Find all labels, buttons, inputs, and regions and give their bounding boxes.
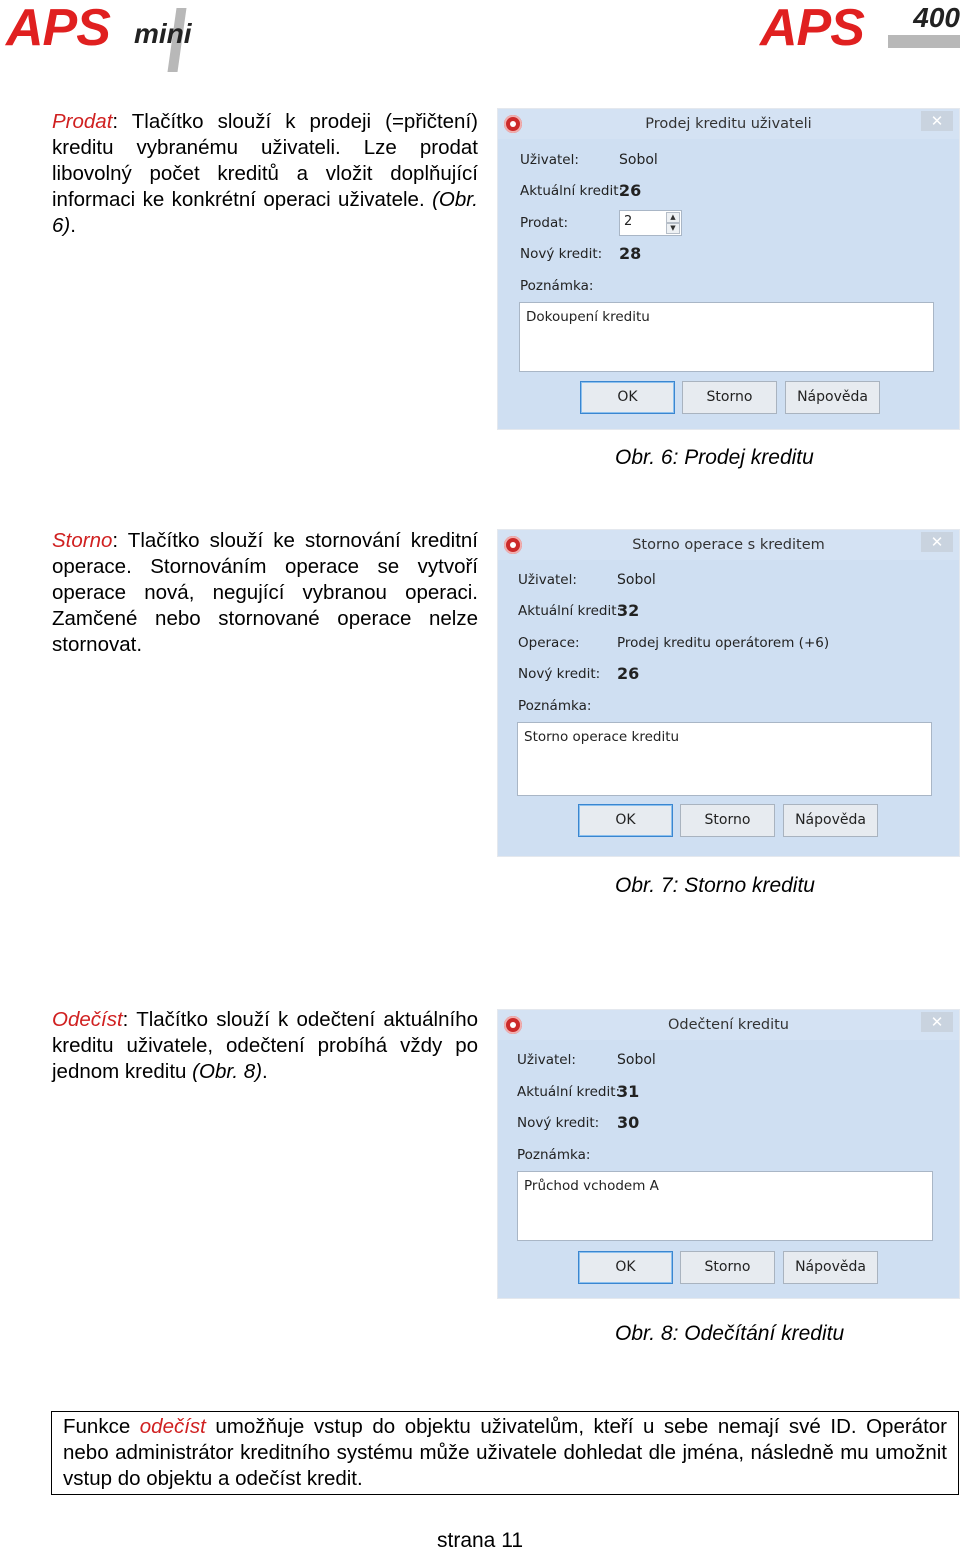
paragraph-storno-text: : Tlačítko slouží ke stornování kreditní operace. Stornováním operace se vytvoří operace nová, negující vybranou operaci. Zamčené nebo stornované operace nelze stornovat. (52, 529, 478, 656)
figure-caption-6: Obr. 6: Prodej kreditu (615, 446, 814, 469)
label-user: Uživatel: (520, 152, 579, 168)
label-user: Uživatel: (518, 572, 577, 588)
info-note-before: Funkce (63, 1415, 140, 1438)
cancel-button[interactable]: Storno (680, 804, 775, 837)
keyword-odecist: Odečíst (52, 1008, 123, 1031)
value-user: Sobol (617, 572, 656, 588)
value-user: Sobol (617, 1052, 656, 1068)
dialog-odecteni-kreditu (497, 1009, 960, 1299)
info-note-box (51, 1411, 959, 1495)
value-new-credit: 30 (617, 1113, 640, 1132)
dialog-title: Odečtení kreditu (667, 1017, 789, 1033)
label-sell: Prodat: (520, 215, 569, 231)
logo-aps-mini-main: APS (6, 0, 110, 57)
note-textarea[interactable]: Průchod vchodem A (517, 1171, 933, 1241)
help-button[interactable]: Nápověda (783, 1251, 878, 1284)
info-note-after: umožňuje vstup do objektu uživatelům, kteří u sebe nemají své ID. Operátor nebo administrátor kreditního systému může uživatele dohledat dle jména, následně mu umožnit vstup do objektu a odečíst kredit. (63, 1415, 947, 1490)
close-button[interactable]: ✕ (921, 111, 953, 131)
logo-bar-shape (888, 35, 960, 48)
value-new-credit: 28 (619, 244, 642, 263)
label-note: Poznámka: (520, 278, 594, 294)
label-new-credit: Nový kredit: (520, 246, 603, 262)
value-new-credit: 26 (617, 664, 640, 683)
ok-button[interactable]: OK (580, 381, 675, 414)
value-operation: Prodej kreditu operátorem (+6) (617, 635, 830, 651)
info-note-text (63, 1412, 947, 1492)
value-current-credit: 26 (619, 181, 642, 200)
keyword-storno: Storno (52, 529, 113, 552)
sell-quantity-value: 2 (624, 214, 633, 229)
figure-caption-8: Obr. 8: Odečítání kreditu (615, 1322, 845, 1345)
label-current-credit: Aktuální kredit: (517, 1084, 621, 1100)
stepper-arrows (666, 212, 680, 234)
label-operation: Operace: (518, 635, 580, 651)
value-current-credit: 32 (617, 601, 640, 620)
value-current-credit: 31 (617, 1082, 640, 1101)
close-button[interactable]: ✕ (921, 532, 953, 552)
page-number: strana 11 (437, 1529, 523, 1552)
dialog-title: Prodej kreditu uživateli (645, 116, 812, 132)
ok-button[interactable]: OK (578, 1251, 673, 1284)
stepper-up-icon[interactable]: ▲ (666, 212, 680, 223)
cancel-button[interactable]: Storno (680, 1251, 775, 1284)
help-button[interactable]: Nápověda (785, 381, 880, 414)
label-current-credit: Aktuální kredit: (518, 603, 622, 619)
label-current-credit: Aktuální kredit: (520, 183, 624, 199)
logo-aps-400-sub: 400 (913, 2, 960, 33)
figure-ref-6: (Obr. 6) (52, 188, 478, 237)
keyword-prodat: Prodat (52, 110, 113, 133)
logo-aps-mini-sub: mini (134, 18, 192, 49)
paragraph-odecist (52, 1007, 478, 1085)
note-textarea[interactable]: Storno operace kreditu (517, 722, 932, 796)
sell-quantity-stepper[interactable] (619, 210, 682, 236)
logo-aps-400-main: APS (760, 0, 864, 57)
label-note: Poznámka: (518, 698, 592, 714)
paragraph-prodat (52, 109, 478, 239)
dialog-prodej-kreditu (497, 108, 960, 430)
figure-ref-8: (Obr. 8) (192, 1060, 263, 1083)
value-user: Sobol (619, 152, 658, 168)
dialog-title: Storno operace s kreditem (632, 537, 825, 553)
paragraph-prodat-end: . (70, 214, 76, 237)
keyword-odecist-note: odečíst (139, 1415, 206, 1438)
label-new-credit: Nový kredit: (518, 666, 601, 682)
figure-caption-7: Obr. 7: Storno kreditu (615, 874, 815, 897)
stepper-down-icon[interactable]: ▼ (666, 223, 680, 234)
paragraph-prodat-text: : Tlačítko slouží k prodeji (=přičtení) kreditu vybranému uživateli. Lze prodat libovolný počet kreditů a vložit doplňující informaci ke konkrétní operaci uživatele. (52, 110, 478, 211)
paragraph-odecist-end: . (262, 1060, 268, 1083)
logo-aps-400 (760, 0, 960, 57)
paragraph-odecist-text: : Tlačítko slouží k odečtení aktuálního kreditu uživatele, odečtení probíhá vždy po jednom kreditu (52, 1008, 478, 1083)
label-note: Poznámka: (517, 1147, 591, 1163)
close-button[interactable]: ✕ (921, 1012, 953, 1032)
ok-button[interactable]: OK (578, 804, 673, 837)
label-new-credit: Nový kredit: (517, 1115, 600, 1131)
cancel-button[interactable]: Storno (682, 381, 777, 414)
logo-aps-mini (6, 2, 216, 72)
dialog-storno-operace (497, 529, 960, 857)
label-user: Uživatel: (517, 1052, 576, 1068)
paragraph-storno (52, 528, 478, 658)
help-button[interactable]: Nápověda (783, 804, 878, 837)
note-textarea[interactable]: Dokoupení kreditu (519, 302, 934, 372)
